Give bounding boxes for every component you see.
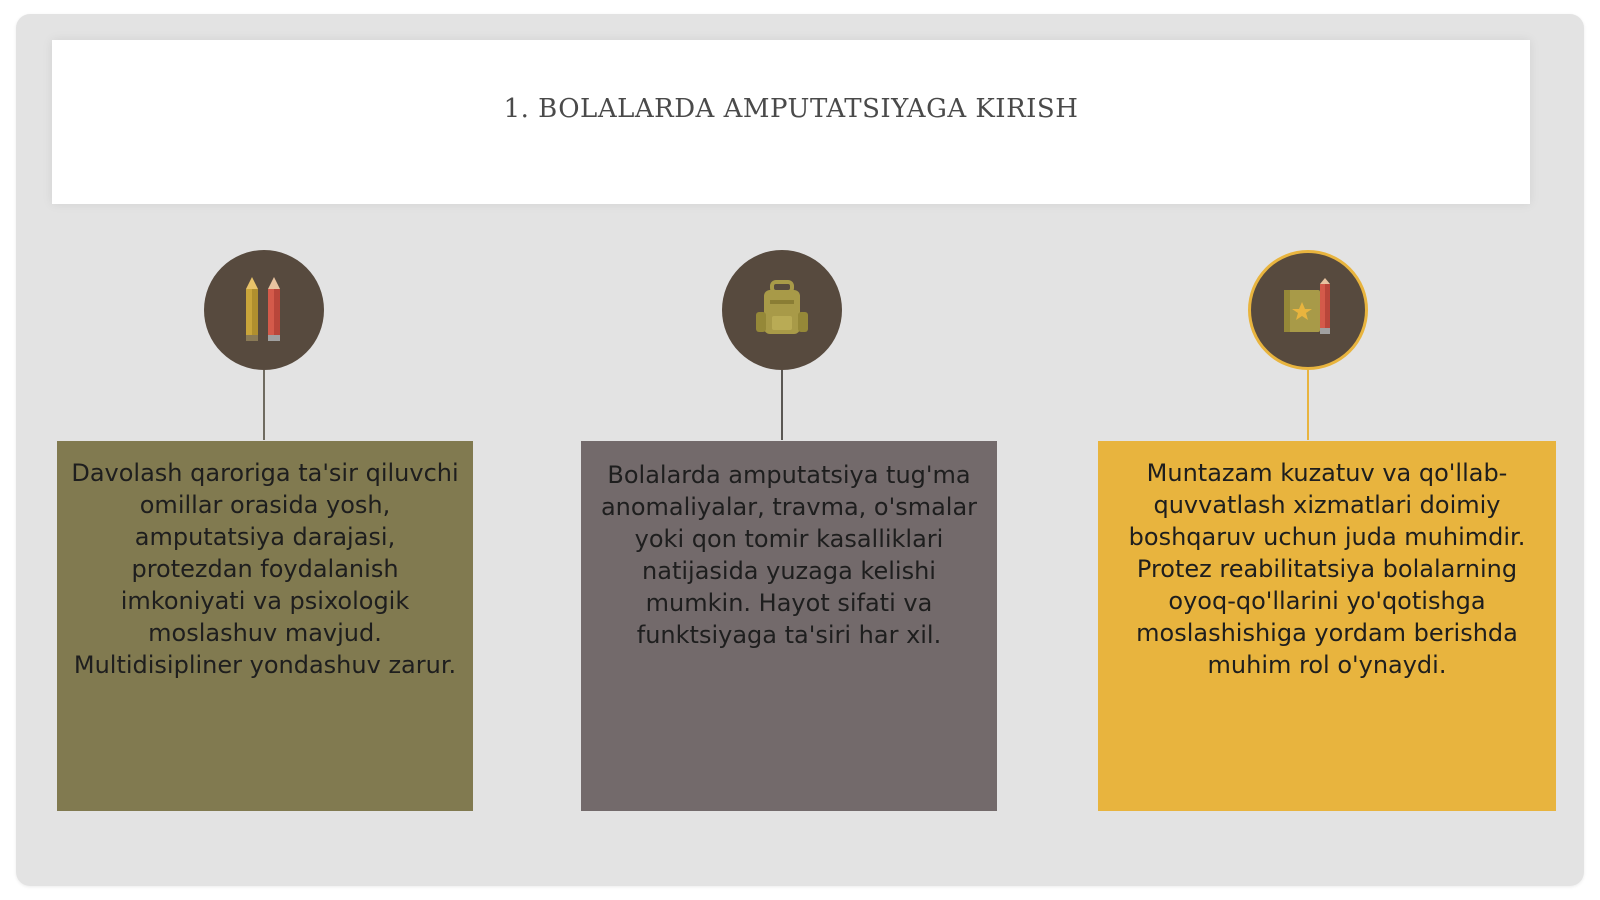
connector-line	[781, 370, 783, 440]
info-card-support	[1098, 441, 1556, 811]
pencils-icon	[204, 250, 324, 370]
card-text: Davolash qaroriga ta'sir qiluvchi omillar orasida yosh, amputatsiya darajasi, protezdan foydalanish imkoniyati va psixologik moslashuv mavjud. Multidisipliner yondashuv zarur.	[71, 459, 459, 679]
info-card-causes	[581, 441, 997, 811]
book-and-pencil-icon	[1248, 250, 1368, 370]
title-box	[52, 40, 1530, 204]
connector-line	[1307, 370, 1309, 440]
connector-line	[263, 370, 265, 440]
info-card-factors	[57, 441, 473, 811]
card-text: Muntazam kuzatuv va qo'llab-quvvatlash xizmatlari doimiy boshqaruv uchun juda muhimdir. Protez reabilitatsiya bolalarning oyoq-qo'llarini yo'qotishga moslashishiga yordam berishda muhim rol o'ynaydi.	[1128, 459, 1526, 679]
card-text: Bolalarda amputatsiya tug'ma anomaliyalar, travma, o'smalar yoki qon tomir kasalliklari natijasida yuzaga kelishi mumkin. Hayot sifati va funktsiyaga ta'siri har xil.	[600, 461, 978, 649]
backpack-icon	[722, 250, 842, 370]
slide-title: 1. BOLALARDA AMPUTATSIYAGA KIRISH	[503, 94, 1079, 124]
slide	[16, 14, 1584, 886]
